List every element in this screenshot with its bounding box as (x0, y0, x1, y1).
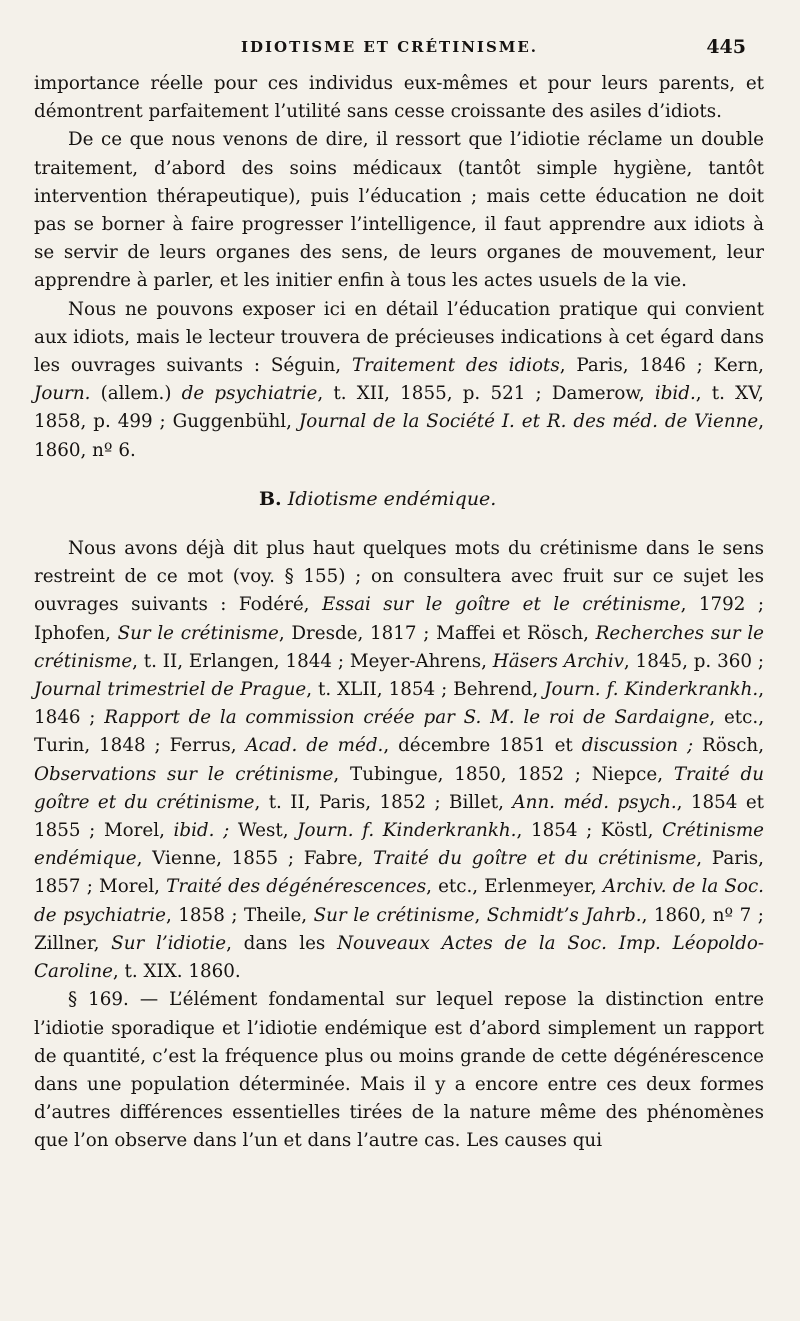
section-heading (34, 485, 764, 513)
text-run: , 1854 et 1855 ; Morel, (34, 791, 764, 842)
text-run: , t. XII, 1855, p. 521 ; Damerow, (317, 383, 655, 405)
italic-run: Traité du goître et du crétinisme (34, 763, 764, 813)
running-title: IDIOTISME ET CRÉTINISME. (241, 38, 539, 56)
italic-run: Häsers Archiv (492, 650, 624, 672)
text-run: Nous ne pouvons exposer ici en détail l’éducation pratique qui convient aux idiots, mais le lecteur trouvera de précieuses indications à cet égard dans les ouvrages suivants : Séguin, (34, 298, 764, 377)
text-run: , Vienne, 1855 ; Fabre, (136, 848, 373, 870)
text-run: , t. XV, 1858, p. 499 ; Guggenbühl, (34, 383, 764, 433)
text-run: , 1858 ; Theile, (165, 904, 314, 926)
text-run: , 1792 ; Iphofen, (34, 594, 764, 644)
paragraph-4 (34, 535, 764, 986)
italic-run: Crétinisme endémique (34, 820, 764, 870)
text-run: , Dresde, 1817 ; Maffei et Rösch, (278, 622, 596, 644)
italic-run: Observations sur le crétinisme (34, 763, 334, 785)
italic-run: Essai sur le goître et le crétinisme (321, 594, 681, 616)
italic-run: ibid. (654, 383, 696, 405)
italic-run: Ann. méd. psych. (512, 791, 677, 813)
paragraph-2: De ce que nous venons de dire, il ressort que l’idiotie réclame un double traitement, d’abord des soins médicaux (tantôt simple hygiène, tantôt intervention thérapeutique), puis l’éducation ; mais cette éducation ne doit pas se borner à faire progresser l’intelligence, il faut apprendre aux idiots à se servir de leurs organes des sens, de leurs organes de mouvement, leur apprendre à parler, et les initier enfin à tous les actes usuels de la vie. (34, 129, 764, 292)
italic-run: Journal trimestriel de Prague (34, 679, 307, 701)
paragraph-5: § 169. — L’élément fondamental sur lequel repose la distinction entre l’idiotie sporadique et l’idiotie endémique est d’abord simplement un rapport de quantité, c’est la fréquence plus ou moins grande de cette dégénérescence dans une population déterminée. Mais il y a encore entre ces deux formes d’autres différences essentielles tirées de la nature même des phénomènes que l’on observe dans l’un et dans l’autre cas. Les causes qui (34, 989, 764, 1152)
italic-run: Journ. f. Kinderkrankh. (297, 820, 517, 842)
text-run: , Paris, 1857 ; Morel, (34, 848, 764, 898)
text-run: , t. II, Paris, 1852 ; Billet, (254, 791, 513, 813)
page-header (34, 30, 764, 70)
paragraph-3 (34, 296, 764, 465)
text-run: , Tubingue, 1850, 1852 ; Niepce, (333, 763, 674, 785)
text-run: , Paris, 1846 ; Kern, (559, 355, 764, 377)
text-run: (allem.) (90, 383, 182, 405)
section-title: Idiotisme endémique. (287, 487, 497, 510)
italic-run: Rapport de la commission créée par S. M. le roi de Sardaigne (104, 707, 710, 729)
paragraph-1: importance réelle pour ces individus eux-mêmes et pour leurs parents, et démontrent parfaitement l’utilité sans cesse croissante des asiles d’idiots. (34, 73, 764, 123)
text-run: , (474, 904, 487, 926)
text-run: , 1846 ; (34, 679, 765, 729)
text-run: , 1845, p. 360 ; (623, 650, 764, 672)
italic-run: Journal de la Société I. et R. des méd. de Vienne (298, 411, 759, 433)
text-run: , etc., Erlenmeyer, (426, 876, 603, 898)
italic-run: Nouveaux Actes de la Soc. Imp. Léopoldo-Caroline (34, 932, 765, 983)
italic-run: Archiv. de la Soc. de psychiatrie (34, 876, 764, 926)
italic-run: Sur le crétinisme (313, 904, 475, 926)
italic-run: Traitement des idiots (351, 355, 560, 377)
italic-run: Traité du goître et du crétinisme (372, 848, 697, 870)
text-run: , t. II, Erlangen, 1844 ; Meyer-Ahrens, (132, 650, 493, 672)
italic-run: ibid. ; (173, 820, 230, 842)
italic-run: Recherches sur le crétinisme (34, 622, 764, 672)
text-run: , décembre 1851 et (383, 735, 582, 757)
italic-run: Sur l’idiotie (111, 932, 227, 954)
text-run: , etc., Turin, 1848 ; Ferrus, (34, 707, 764, 757)
text-run: , 1860, nº 7 ; Zillner, (34, 904, 764, 954)
text-run: , t. XIX. 1860. (112, 961, 241, 983)
italic-run: Sur le crétinisme (117, 622, 279, 644)
italic-run: Journ. f. Kinderkrankh. (544, 679, 759, 701)
text-run: , 1854 ; Köstl, (516, 820, 663, 842)
text-run: Rösch, (693, 735, 765, 757)
text-run: Nous avons déjà dit plus haut quelques mots du crétinisme dans le sens restreint de ce mot (voy. § 155) ; on consultera avec fruit sur ce sujet les ouvrages suivants : Fodéré, (34, 538, 764, 616)
italic-run: discussion ; (581, 735, 694, 757)
body-text (34, 70, 764, 1156)
italic-run: Journ. (34, 383, 91, 405)
section-letter: B. (259, 487, 282, 510)
italic-run: Traité des dégénérescences (166, 876, 427, 898)
italic-run: Schmidt’s Jahrb. (486, 904, 642, 926)
italic-run: de psychiatrie (181, 383, 318, 405)
italic-run: Acad. de méd. (245, 735, 384, 757)
text-run: , t. XLII, 1854 ; Behrend, (306, 679, 545, 701)
text-run: , dans les (226, 932, 338, 954)
text-run: West, (229, 820, 298, 842)
page-number: 445 (706, 36, 746, 58)
text-run: , 1860, nº 6. (34, 411, 765, 461)
